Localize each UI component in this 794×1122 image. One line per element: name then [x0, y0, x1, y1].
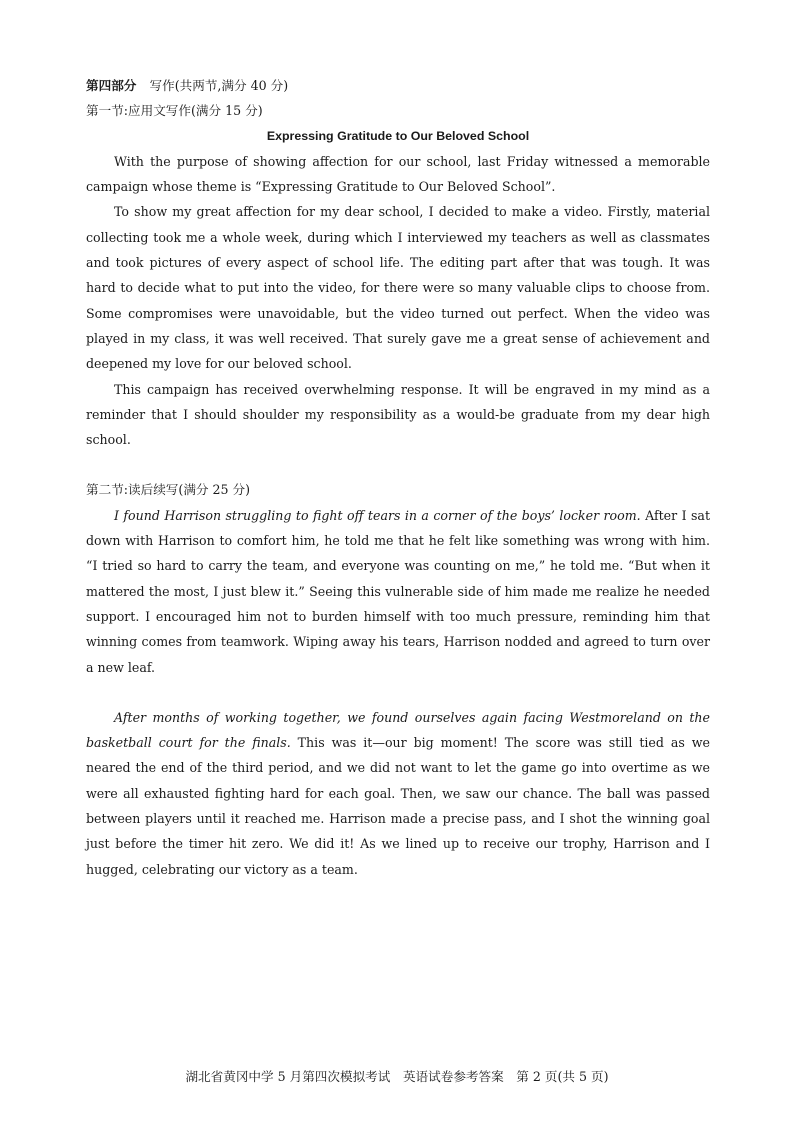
continuation-body-2: This was it—our big moment! The score was still tied as we neared the end of the third period, and we did not want to let the game go into overtime as we were all exhausted fighting hard for each goal. Then, we saw our chance. The ball was passed between players until it reached me. Harrison made a precise pass, and I shot the winning goal just before the timer hit zero. We did it! As we lined up to receive our trophy, Harrison and I hugged, celebrating our victory as a team. [86, 735, 710, 877]
answer-page [86, 73, 710, 882]
essay-title: Expressing Gratitude to Our Beloved School [266, 128, 530, 143]
section2-heading: 第二节:读后续写(满分 25 分) [86, 482, 251, 498]
section1-paragraph-2: To show my great affection for my dear school, I decided to make a video. Firstly, material collecting took me a whole week, during which I interviewed my teachers as well as classmates and took pictures of every aspect of school life. The editing part after that was tough. It was hard to decide what to put into the video, for there were so many valuable clips to choose from. Some compromises were unavoidable, but the video turned out perfect. When the video was played in my class, it was well received. That surely gave me a great sense of achievement and deepened my love for our beloved school. [86, 204, 710, 372]
paragraph-spacer [86, 680, 710, 705]
section-spacer [86, 452, 710, 477]
part-heading [86, 73, 710, 98]
continuation-body-1: After I sat down with Harrison to comfort him, he told me that he felt like something was wrong with him. “I tried so hard to carry the team, and everyone was counting on me,” he told me. “But when it mattered the most, I just blew it.” Seeing this vulnerable side of him made me realize he needed support. I encouraged him not to burden himself with too much pressure, reminding him that winning comes from teamwork. Wiping away his tears, Harrison nodded and agreed to turn over a new leaf. [86, 507, 711, 675]
continuation-lead-sentence-2: After months of working together, we found ourselves again facing Westmoreland on the basketball court for the finals. [86, 709, 710, 751]
section1-paragraph-1: With the purpose of showing affection for our school, last Friday witnessed a memorable campaign whose theme is “Expressing Gratitude to Our Beloved School”. [86, 153, 710, 195]
page-footer: 湖北省黄冈中学 5 月第四次模拟考试 英语试卷参考答案 第 2 页(共 5 页) [185, 1069, 609, 1084]
continuation-paragraph-1 [86, 503, 710, 680]
section1-heading: 第一节:应用文写作(满分 15 分) [86, 103, 263, 119]
part-description: 写作(共两节,满分 40 分) [149, 78, 289, 93]
part-label: 第四部分 [86, 78, 137, 93]
continuation-paragraph-2 [86, 705, 710, 882]
continuation-lead-sentence-1: I found Harrison struggling to fight off tears in a corner of the boys’ locker room. [114, 507, 641, 523]
section1-paragraph-3: This campaign has received overwhelming response. It will be engraved in my mind as a reminder that I should shoulder my responsibility as a would-be graduate from my dear high school. [86, 381, 710, 448]
